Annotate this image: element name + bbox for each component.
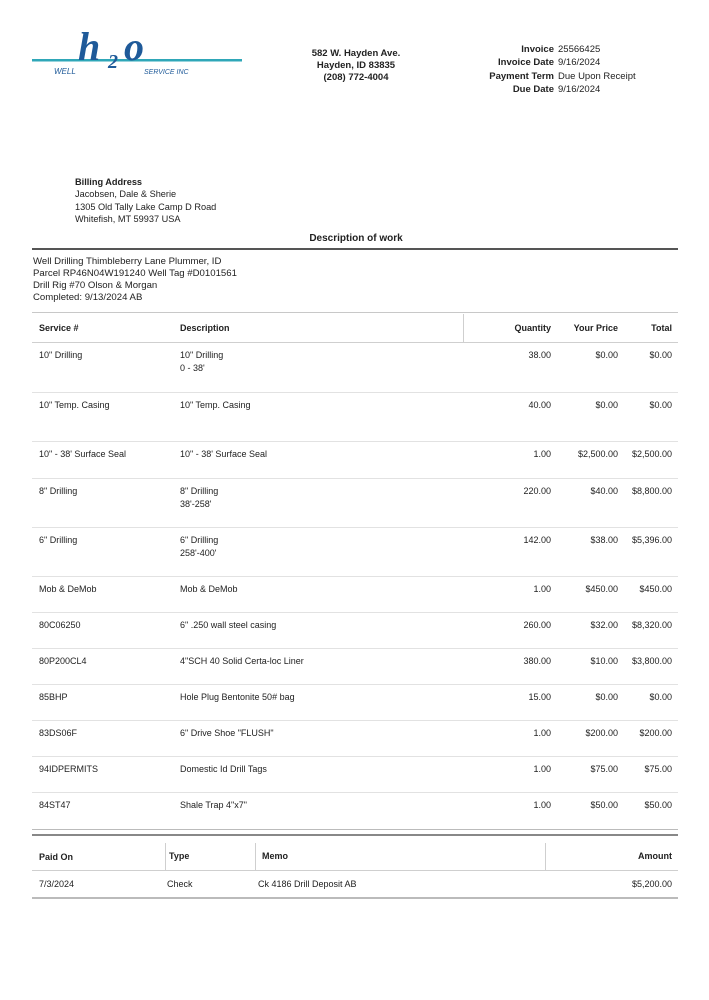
desc-line: 6" .250 wall steel casing [180,620,277,630]
cell-total: $50.00 [644,800,672,810]
header-memo: Memo [255,843,545,870]
desc-line: 10" Drilling [180,350,224,360]
table-row [32,757,678,793]
table-row [32,613,678,649]
divider [32,312,678,313]
cell-price: $75.00 [590,764,618,774]
billing-name: Jacobsen, Dale & Sherie [75,189,177,200]
desc-subline: 38'-258' [180,498,212,509]
company-logo [32,30,242,80]
services-table [32,314,678,829]
meta-value: 9/16/2024 [558,57,601,69]
meta-label: Invoice [521,44,554,55]
header-total: Total [651,323,672,333]
divider [32,829,678,830]
header-service: Service # [39,323,79,333]
cell-description [173,799,463,829]
cell-paid-on: 7/3/2024 [39,879,75,889]
work-line: Well Drilling Thimbleberry Lane Plummer, ID [33,256,222,267]
cell-total: $8,320.00 [631,620,672,630]
cell-total: $2,500.00 [631,449,672,459]
cell-description [173,691,463,720]
cell-price: $0.00 [595,400,618,410]
invoice-date-row [470,56,678,69]
cell-amount: $5,200.00 [631,879,672,889]
cell-quantity: 40.00 [528,400,551,410]
header-paid-on: Paid On [39,851,74,862]
payment-term-row [470,70,678,83]
desc-line: Domestic Id Drill Tags [180,764,267,774]
cell-quantity: 1.00 [533,584,551,594]
cell-quantity: 15.00 [528,692,551,702]
svg-text:o: o [124,30,144,69]
cell-price: $10.00 [590,656,618,666]
cell-service: 10" Temp. Casing [39,400,110,410]
cell-price: $40.00 [590,486,618,496]
cell-total: $200.00 [639,728,672,738]
billing-address [75,176,216,225]
cell-type: Check [167,879,193,889]
payments-header [32,843,678,871]
divider [32,834,678,836]
desc-line: 10" Temp. Casing [180,400,251,410]
cell-quantity: 1.00 [533,800,551,810]
cell-total: $75.00 [644,764,672,774]
cell-quantity: 380.00 [523,656,551,666]
meta-value: Due Upon Receipt [558,70,636,82]
header-amount: Amount [545,843,678,870]
cell-description [173,583,463,612]
divider [32,248,678,250]
desc-line: 6" Drive Shoe "FLUSH" [180,728,274,738]
header-description: Description [180,323,230,333]
desc-line: Shale Trap 4"x7" [180,800,247,810]
billing-city: Whitefish, MT 59937 USA [75,213,181,224]
billing-street: 1305 Old Tally Lake Camp D Road [75,201,217,212]
cell-description [173,655,463,684]
meta-label: Invoice Date [498,57,554,69]
table-row [32,649,678,685]
meta-label: Payment Term [489,70,554,82]
cell-quantity: 1.00 [533,449,551,459]
svg-text:2: 2 [108,51,118,73]
table-header [32,314,678,343]
cell-total: $450.00 [639,584,672,594]
table-row [32,721,678,757]
cell-total: $5,396.00 [631,535,672,545]
cell-service: 83DS06F [39,728,78,738]
company-address [296,48,416,84]
cell-service: 8" Drilling [39,486,78,496]
table-row [32,393,678,442]
cell-price: $450.00 [585,584,618,594]
company-city: Hayden, ID 83835 [316,60,396,71]
cell-memo: Ck 4186 Drill Deposit AB [258,879,357,889]
meta-value: 25566425 [558,44,601,55]
work-description [33,256,237,304]
cell-price: $0.00 [595,350,618,360]
cell-service: 6" Drilling [39,535,78,545]
cell-price: $38.00 [590,535,618,545]
logo-word-right: SERVICE INC [144,69,189,76]
cell-description [173,727,463,756]
cell-quantity: 1.00 [533,728,551,738]
cell-service: 85BHP [39,692,68,702]
cell-description [173,448,463,478]
cell-price: $2,500.00 [577,449,618,459]
payments-table [32,843,678,899]
cell-quantity: 260.00 [523,620,551,630]
meta-value: 9/16/2024 [558,83,601,95]
cell-service: 10" Drilling [39,350,83,360]
desc-line: 6" Drilling [180,535,219,545]
table-row [32,442,678,479]
cell-price: $50.00 [590,800,618,810]
cell-description [173,399,463,441]
company-street: 582 W. Hayden Ave. [311,48,401,59]
cell-service: 10" - 38' Surface Seal [39,449,126,459]
cell-quantity: 38.00 [528,350,551,360]
cell-total: $3,800.00 [631,656,672,666]
cell-service: Mob & DeMob [39,584,97,594]
cell-service: 84ST47 [39,800,71,810]
cell-description [173,763,463,792]
cell-total: $0.00 [649,400,672,410]
cell-quantity: 1.00 [533,764,551,774]
desc-subline: 258'-400' [180,547,217,558]
cell-service: 80P200CL4 [39,656,87,666]
company-phone: (208) 772-4004 [323,72,389,83]
invoice-details [470,43,678,96]
desc-line: 4"SCH 40 Solid Certa-loc Liner [180,656,304,666]
description-heading: Description of work [309,233,403,244]
cell-description [173,349,463,392]
table-row [32,685,678,721]
cell-price: $0.00 [595,692,618,702]
cell-quantity: 142.00 [523,535,551,545]
desc-line: Mob & DeMob [180,584,238,594]
cell-description [173,534,463,576]
payment-row [32,871,678,899]
table-row [32,528,678,577]
header-price: Your Price [573,323,618,333]
cell-price: $32.00 [590,620,618,630]
billing-title: Billing Address [75,177,143,187]
desc-subline: 0 - 38' [180,362,205,373]
svg-text:h: h [78,30,101,69]
invoice-number-row [470,43,678,56]
table-row [32,577,678,613]
cell-description [173,485,463,527]
cell-description [173,619,463,648]
table-row [32,793,678,829]
header-quantity: Quantity [463,314,558,342]
table-row [32,479,678,528]
desc-line: Hole Plug Bentonite 50# bag [180,692,295,702]
cell-quantity: 220.00 [523,486,551,496]
cell-total: $8,800.00 [631,486,672,496]
desc-line: 10" - 38' Surface Seal [180,449,267,459]
work-line: Drill Rig #70 Olson & Morgan [33,280,158,291]
cell-service: 94IDPERMITS [39,764,99,774]
work-line: Parcel RP46N04W191240 Well Tag #D0101561 [33,268,237,279]
h2o-logo-icon [32,30,242,80]
cell-service: 80C06250 [39,620,81,630]
due-date-row [470,83,678,96]
cell-total: $0.00 [649,350,672,360]
work-line: Completed: 9/13/2024 AB [33,292,143,303]
table-row [32,343,678,393]
desc-line: 8" Drilling [180,486,219,496]
cell-total: $0.00 [649,692,672,702]
logo-word-left: WELL [54,67,76,76]
meta-label: Due Date [512,83,554,95]
header-type: Type [165,843,255,870]
cell-price: $200.00 [585,728,618,738]
